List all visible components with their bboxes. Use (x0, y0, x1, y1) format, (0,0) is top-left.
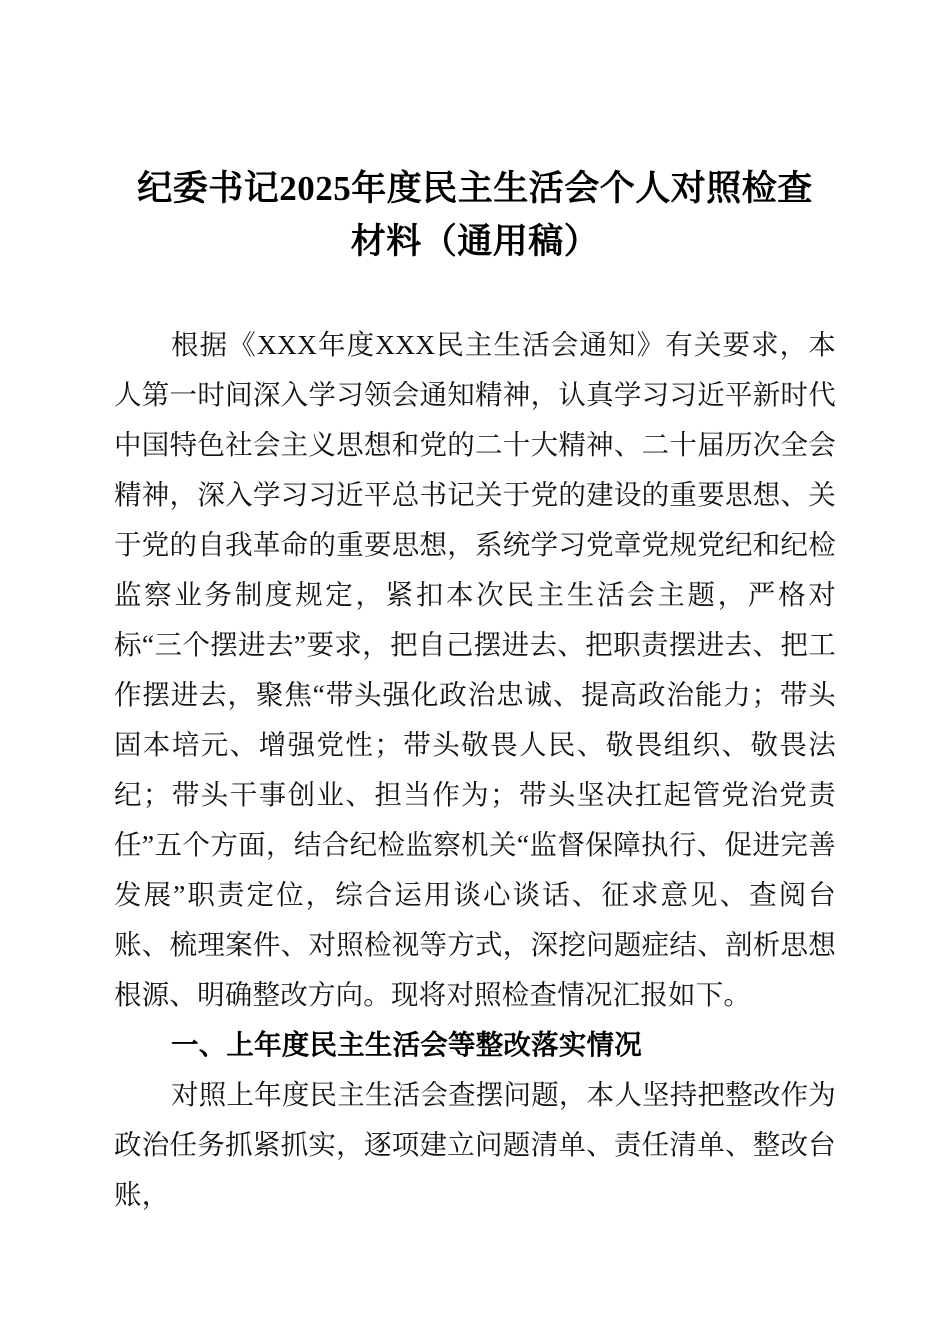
opening-paragraph: 根据《XXX年度XXX民主生活会通知》有关要求，本人第一时间深入学习领会通知精神，认真学习习近平新时代中国特色社会主义思想和党的二十大精神、二十届历次全会精神，深入学习习近平总书记关于党的建设的重要思想、关于党的自我革命的重要思想，系统学习党章党规党纪和纪检监察业务制度规定，紧扣本次民主生活会主题，严格对标“三个摆进去”要求，把自己摆进去、把职责摆进去、把工作摆进去，聚焦“带头强化政治忠诚、提高政治能力；带头固本培元、增强党性；带头敬畏人民、敬畏组织、敬畏法纪；带头干事创业、担当作为；带头坚决扛起管党治党责任”五个方面，结合纪检监察机关“监督保障执行、促进完善发展”职责定位，综合运用谈心谈话、征求意见、查阅台账、梳理案件、对照检视等方式，深挖问题症结、剖析思想根源、明确整改方向。现将对照检查情况汇报如下。 (114, 329, 836, 1010)
section-heading-1: 一、上年度民主生活会等整改落实情况 (171, 1029, 642, 1060)
document-content-column (114, 0, 836, 1220)
page-title-line-1: 纪委书记2025年度民主生活会个人对照检查 (137, 169, 813, 208)
section-1-paragraph-1: 对照上年度民主生活会查摆问题，本人坚持把整改作为政治任务抓紧抓实，逐项建立问题清单、责任清单、整改台账， (114, 1079, 836, 1210)
title-body-spacer (114, 268, 836, 320)
page-title (114, 0, 836, 268)
page-title-line-2: 材料（通用稿） (350, 222, 600, 261)
